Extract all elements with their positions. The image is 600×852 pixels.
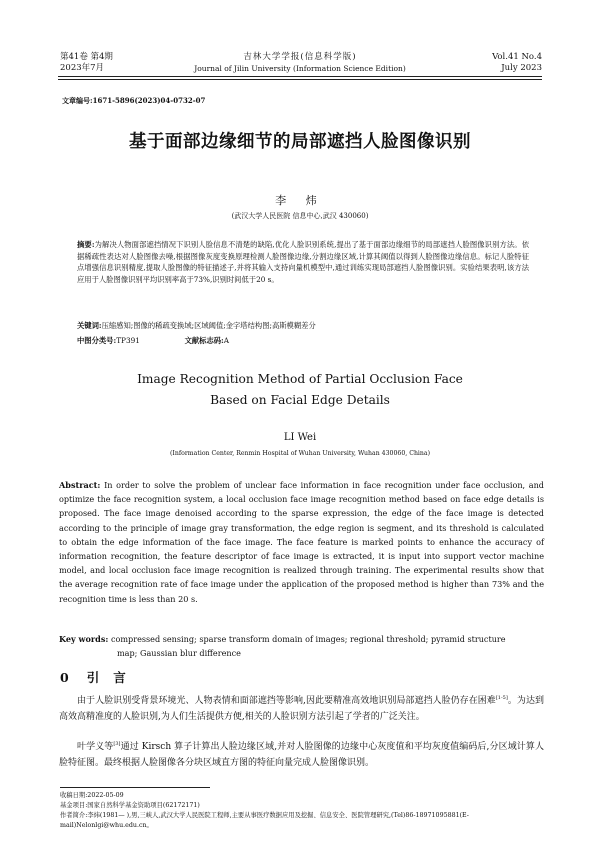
footnote-received: 收稿日期:2022-05-09 [60,792,124,799]
keywords-en-line2: map; Gaussian blur difference [117,648,241,658]
journal-name-en: Journal of Jilin University (Information Science Edition) [194,64,406,73]
abstract-en-text: In order to solve the problem of unclear face information in face recognition under face occlusion, and optimize the face recognition system, a local occlusion face image recognition method based on face edge details is proposed. The face image denoised according to the sparse expression, the edge of the face image is detected according to the principle of image gray transformation, the edge region is segment, and its threshold is calculated to obtain the edge information of the face image. The face feature is marked points to enhance the accuracy of information recognition, the feature descriptor of face image is extracted, it is input into support vector machine model, and local occlusion face image recognition is realized through training. The experimental results show that the average recognition rate of face image under the application of the proposed method is higher than 73% and the recognition time is less than 20 s. [59,480,544,604]
affiliation-cn: (武汉大学人民医院 信息中心,武汉 430060) [231,212,369,220]
header-rule-top [58,76,542,77]
header-center [150,52,450,74]
keywords-cn-text: 压缩感知;图像的稀疏变换域;区域阈值;金字塔结构图;高斯模糊差分 [101,321,316,330]
intro-paragraph-1 [59,694,544,725]
keywords-cn-label: 关键词: [77,321,102,330]
keywords-cn [77,320,529,332]
header-left [60,52,113,74]
intro-p1-text-b: 。为达到高效高精准度的人脸识别,为人们生活提供方便,相关的人脸识别方法引起了学者的广泛关注。 [59,696,544,722]
footnote-rule [60,787,210,788]
footnote-fund: 基金项目:国家自然科学基金资助项目(62172171) [60,802,200,809]
keywords-en-line1: compressed sensing; sparse transform domain of images; regional threshold; pyramid structure [110,634,506,644]
vol-issue-cn: 第41卷 第4期 [60,52,113,62]
title-en-line2: Based on Facial Edge Details [210,393,390,407]
footnote-author-bio [60,811,545,831]
doc-code-value: A [223,336,230,345]
intro-p2-text-b: 通过 Kirsch 算子计算出人脸边缘区域,并对人脸图像的边缘中心灰度值和平均灰度值编码后,分区域计算人脸特征图。最终根据人脸图像各分块区域直方图的特征向量完成人脸图像识别。 [59,742,544,768]
abstract-cn-label: 摘要: [77,240,95,249]
title-cn: 基于面部边缘细节的局部遮挡人脸图像识别 [129,132,471,152]
doc-code-label: 文献标志码: [184,336,224,345]
intro-p1-text-a: 由于人脸识别受背景环境光、人物表情和面部遮挡等影响,因此要精准高效地识别局部遮挡人脸仍存在困难 [77,696,496,706]
article-number: 文章编号:1671-5896(2023)04-0732-07 [62,96,206,105]
keywords-en [59,632,544,660]
author-cn: 李 炜 [275,194,325,207]
abstract-cn [77,239,529,285]
classification-line [77,335,529,347]
abstract-en-label: Abstract: [59,480,101,490]
citation-3: [3] [113,741,121,747]
date-cn: 2023年7月 [60,63,105,73]
keywords-en-label: Key words: [59,634,109,644]
citation-1-5: [1-5] [495,695,508,701]
abstract-en [59,478,544,606]
journal-name-cn: 吉林大学学报(信息科学版) [243,52,357,62]
intro-paragraph-2 [59,740,544,771]
classification-label: 中图分类号: [77,336,117,345]
title-en-line1: Image Recognition Method of Partial Occlusion Face [137,372,463,386]
section-heading [60,668,140,686]
header-right [492,52,542,74]
author-en: LI Wei [283,432,317,443]
section-number: 0 [60,670,69,685]
footnote-bio-text: 李炜(1981— ),男,三峡人,武汉大学人民医院工程师,主要从事医疗数据应用及挖掘、信息安全、医院管理研究,(Tel)86-18971095881(E-mail)Nelonlgi@whu.edu.cn。 [60,812,469,829]
abstract-cn-text: 为解决人物面部遮挡情况下识别人脸信息不清楚的缺陷,优化人脸识别系统,提出了基于面部边缘细节的局部遮挡人脸图像识别方法。依据稀疏性表达对人脸图像去噪,根据图像灰度变换原理检测人脸图像边缘,分割边缘区域,计算其阈值以得到人脸图像边缘信息。标记人脸特征点增强信息识别精度,提取人脸图像的特征描述子,并将其输入支持向量机模型中,通过训练实现局部遮挡人脸图像识别。实验结果表明,该方法应用于人脸图像识别平均识别率高于73%,识别时间低于20 s。 [77,240,529,284]
header-rule-bottom [58,79,542,80]
footnote-bio-label: 作者简介: [60,812,88,819]
classification-value: TP391 [116,336,140,345]
date-en: July 2023 [501,63,542,73]
vol-issue-en: Vol.41 No.4 [492,52,542,62]
intro-p2-text-a: 叶学义等 [77,742,114,752]
affiliation-en: (Information Center, Renmin Hospital of Wuhan University, Wuhan 430060, China) [169,450,431,457]
section-title: 引言 [86,670,140,685]
